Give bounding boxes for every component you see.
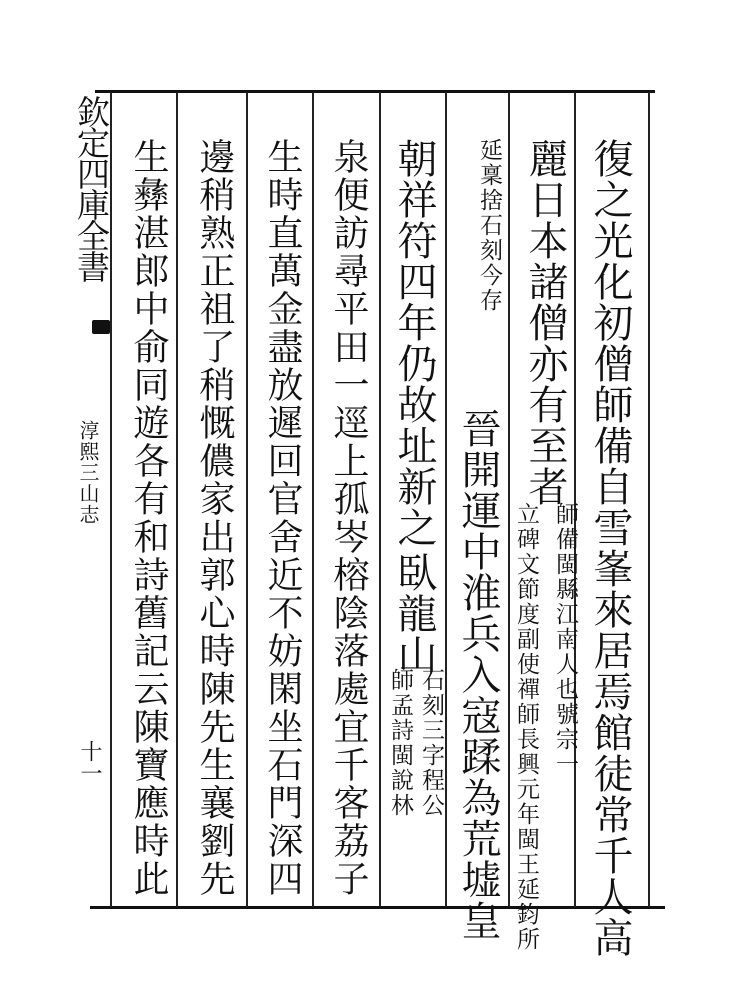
text-column-6-note: 石刻三字程公	[418, 668, 444, 818]
text-column-5-main: 朝祥符四年仍故址新之	[391, 138, 437, 548]
top-border-rule	[95, 90, 655, 93]
text-column-5-mountain: 臥龍山	[391, 552, 437, 675]
column-rule	[379, 92, 381, 907]
text-column-1: 復之光化初僧師備自雪峯來居焉館徒常千人高	[587, 138, 633, 958]
series-title: 欽定四庫全書	[72, 95, 111, 281]
text-column-3-note: 立碑文節度副使禪師長興元年閩王延鈞所	[513, 502, 539, 952]
text-column-4-main: 晉開運中淮兵入寇蹂為荒墟皇	[455, 408, 501, 941]
page-number: 十一	[77, 740, 102, 784]
column-rule	[648, 92, 650, 907]
fold-mark	[92, 320, 110, 334]
column-rule	[246, 92, 248, 907]
text-column-4-note: 延稟捨石刻今存	[476, 138, 502, 313]
column-rule	[508, 92, 510, 907]
text-column-2-note: 師備閩縣江南人也號宗一	[552, 502, 578, 777]
text-column-9: 生時直萬金盡放遲回官舍近不妨閑坐石門深四	[262, 138, 303, 898]
column-rule	[312, 92, 314, 907]
book-title: 淳熙三山志	[76, 420, 100, 525]
text-column-10: 邊稍熟正祖了稍慨儂家出郭心時陳先生襄劉先	[194, 138, 235, 898]
column-rule	[176, 92, 178, 907]
text-column-11: 生彝湛郎中俞同遊各有和詩舊記云陳寶應時此	[128, 138, 169, 898]
column-rule	[445, 92, 447, 907]
text-column-2-main: 麗日本諸僧亦有至者	[522, 138, 568, 507]
column-rule	[574, 92, 576, 907]
text-column-8: 泉便訪尋平田一逕上孤岑榕陰落處宜千客荔子	[328, 138, 369, 898]
text-column-7-note: 師孟詩閩說林	[387, 668, 413, 818]
